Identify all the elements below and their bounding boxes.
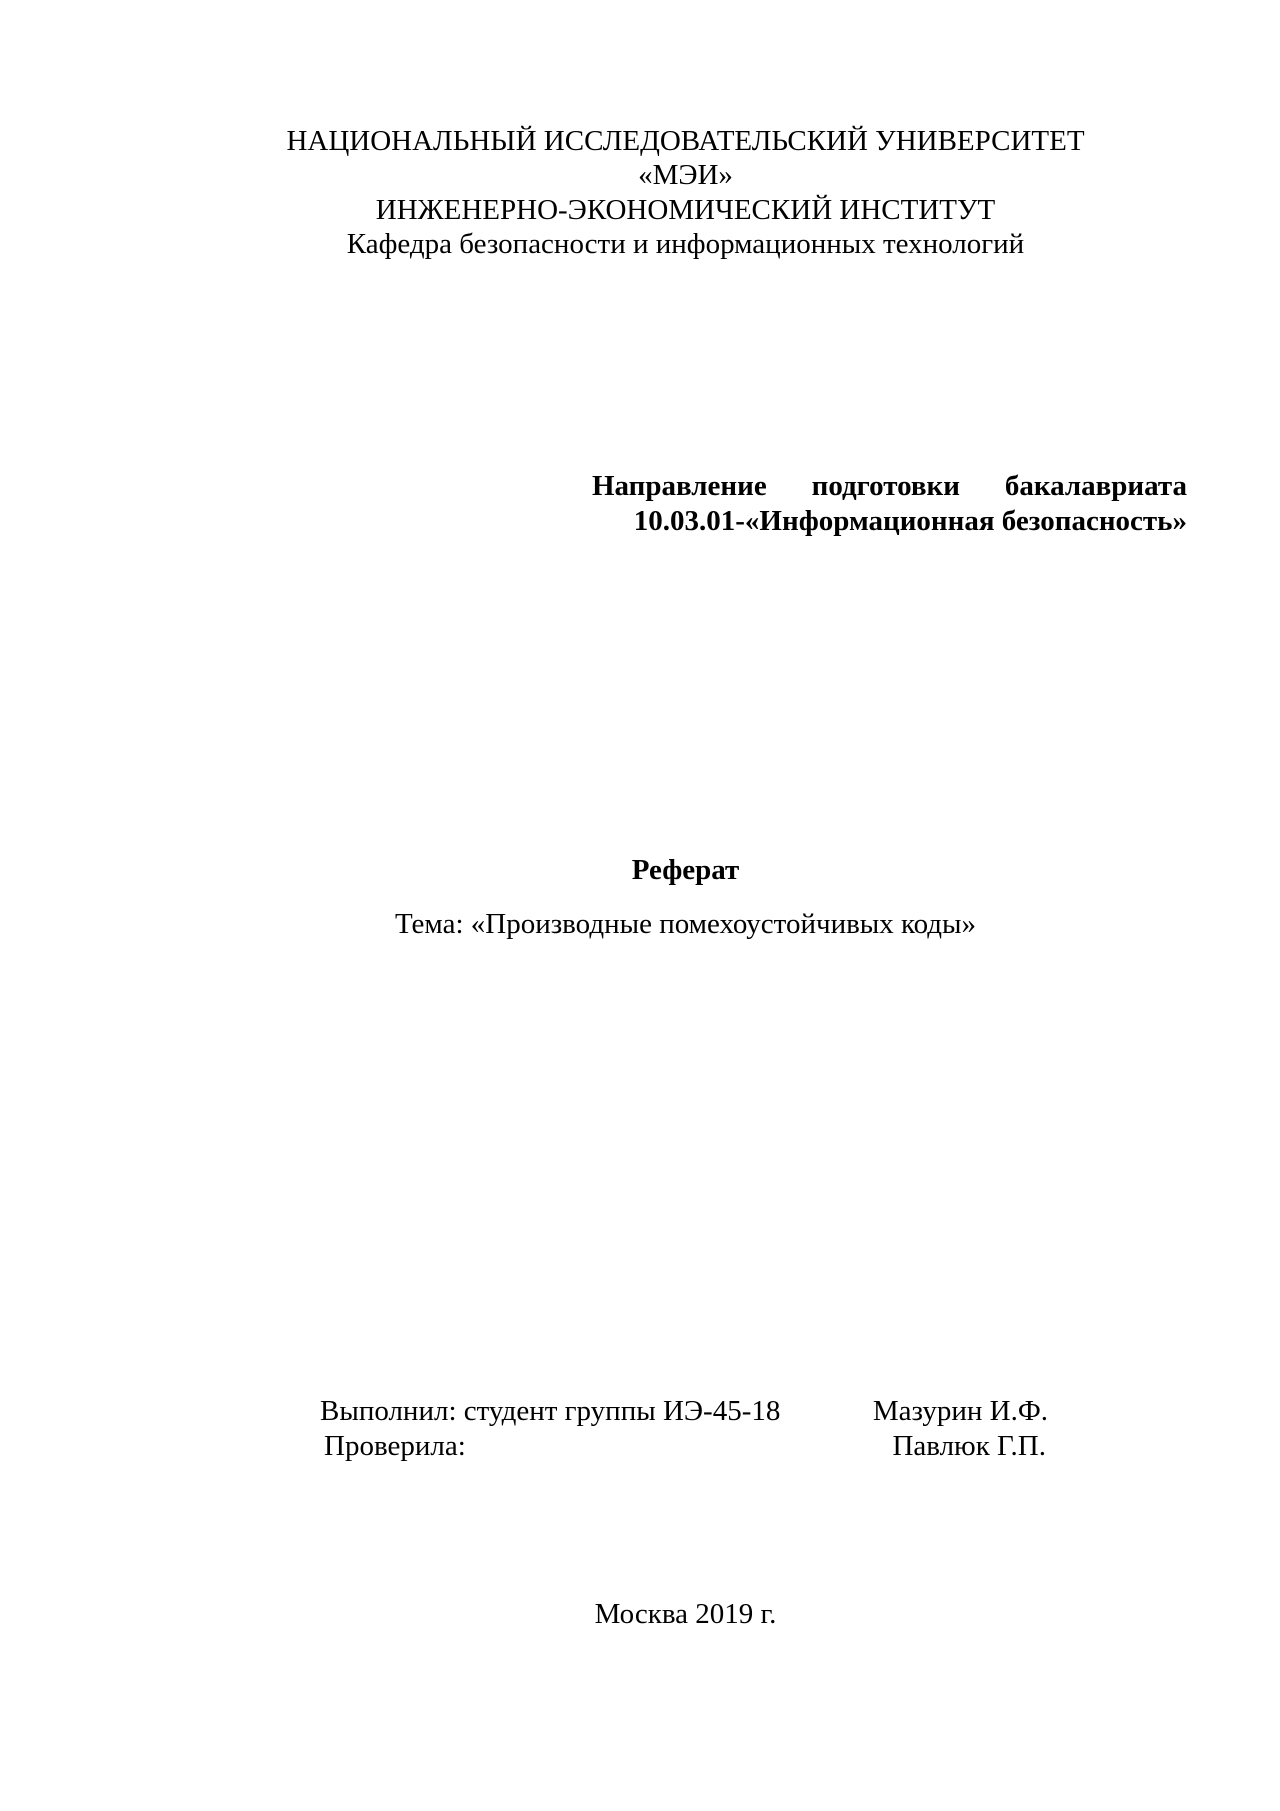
work-type-title: Реферат [631, 854, 740, 886]
university-abbreviation: «МЭИ» [638, 159, 733, 191]
study-direction [592, 469, 1187, 539]
institute-name: ИНЖЕНЕРНО-ЭКОНОМИЧЕСКИЙ ИНСТИТУТ [375, 194, 996, 226]
performed-by-label: Выполнил: студент группы ИЭ-45-18 [320, 1395, 781, 1427]
study-direction-line2: 10.03.01-«Информационная безопасность» [633, 505, 1187, 537]
performed-by-name: Мазурин И.Ф. [872, 1395, 1048, 1427]
checked-by-name: Павлюк Г.П. [892, 1430, 1046, 1462]
checked-by-label: Проверила: [324, 1430, 466, 1462]
department-name: Кафедра безопасности и информационных технологий [346, 228, 1025, 260]
study-direction-line1: Направление подготовки бакалавриата [592, 470, 1187, 502]
work-topic: Тема: «Производные помехоустойчивых коды» [394, 908, 977, 940]
university-name: НАЦИОНАЛЬНЫЙ ИССЛЕДОВАТЕЛЬСКИЙ УНИВЕРСИТЕТ [286, 125, 1085, 157]
city-year: Москва 2019 г. [594, 1598, 777, 1630]
